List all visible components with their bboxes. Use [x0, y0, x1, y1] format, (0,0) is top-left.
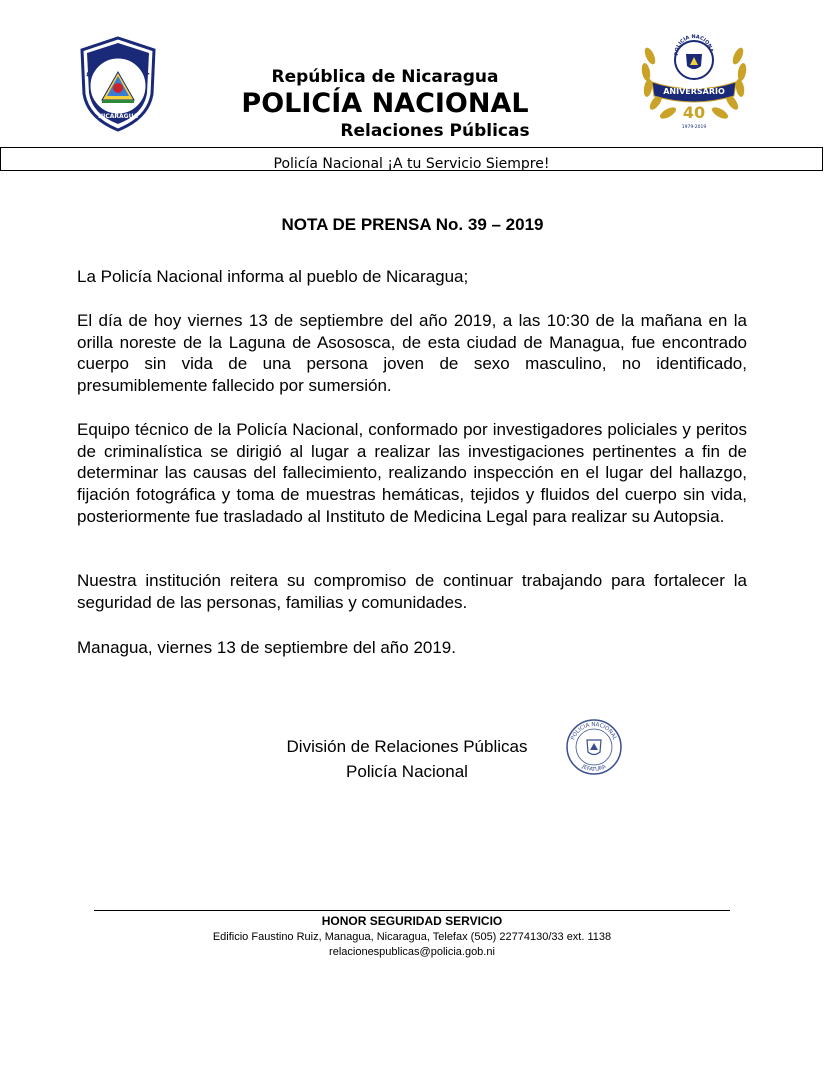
press-note-greeting: La Policía Nacional informa al pueblo de Nicaragua; [77, 267, 469, 286]
slogan-banner [0, 147, 823, 171]
right-logo-ring-text: POLICIA NACIONA [673, 34, 714, 56]
press-note-paragraph: El día de hoy viernes 13 de septiembre del año 2019, a las 10:30 de la mañana en la orilla noreste de la Laguna de Asososca, de esta ciudad de Managua, fue encontrado cuerpo sin vida de una persona joven de sexo masculino, no identificado, presumiblemente fallecido por sumersión. [77, 311, 747, 396]
right-logo-years: 1979-2019 [681, 125, 707, 130]
police-shield-logo [78, 36, 158, 132]
press-note-paragraph: Nuestra institución reitera su compromiso de continuar trabajando para fortalecer la seguridad de las personas, familias y comunidades. [77, 571, 747, 612]
header-relations: Relaciones Públicas [340, 121, 530, 141]
slogan-text: Policía Nacional ¡A tu Servicio Siempre! [273, 156, 550, 171]
footer-motto: HONOR SEGURIDAD SERVICIO [321, 914, 503, 928]
press-note-paragraph: Equipo técnico de la Policía Nacional, conformado por investigadores policiales y peritos de criminalística se dirigió al lugar a realizar las investigaciones pertinentes a fin de determinar las causas del fallecimiento, realizando inspección en el lugar del hallazgo, fijación fotográfica y toma de muestras hemáticas, tejidos y fluidos del cuerpo sin vida, posteriormente fue trasladado al Instituto de Medicina Legal para realizar su Autopsia. [77, 420, 747, 526]
stamp-ring-top: POLICIA NACIONAL [570, 721, 618, 742]
footer-address: Edificio Faustino Ruiz, Managua, Nicaragua, Telefax (505) 22774130/33 ext. 1138 [212, 931, 612, 943]
footer-divider [94, 910, 730, 911]
right-logo-number: 40 [682, 103, 706, 122]
stamp-ring-bottom: JEFATURA [580, 763, 608, 774]
header-republic: República de Nicaragua [271, 67, 499, 87]
left-logo-base-text: NICARAGUA [98, 113, 138, 120]
right-logo-ribbon: ANIVERSARIO [663, 87, 725, 96]
left-logo-ring-text: POLICIA NACIONAL [84, 44, 152, 78]
signature-division: División de Relaciones Públicas [286, 737, 528, 756]
anniversary-laurel-logo [638, 34, 750, 134]
header-police: POLICÍA NACIONAL [241, 88, 529, 119]
footer-email: relacionespublicas@policia.gob.ni [329, 946, 495, 958]
signature-institution: Policía Nacional [346, 762, 468, 781]
official-stamp-icon [560, 718, 628, 776]
press-note-title: NOTA DE PRENSA No. 39 – 2019 [281, 215, 544, 234]
press-note-closing: Managua, viernes 13 de septiembre del año 2019. [77, 638, 456, 657]
